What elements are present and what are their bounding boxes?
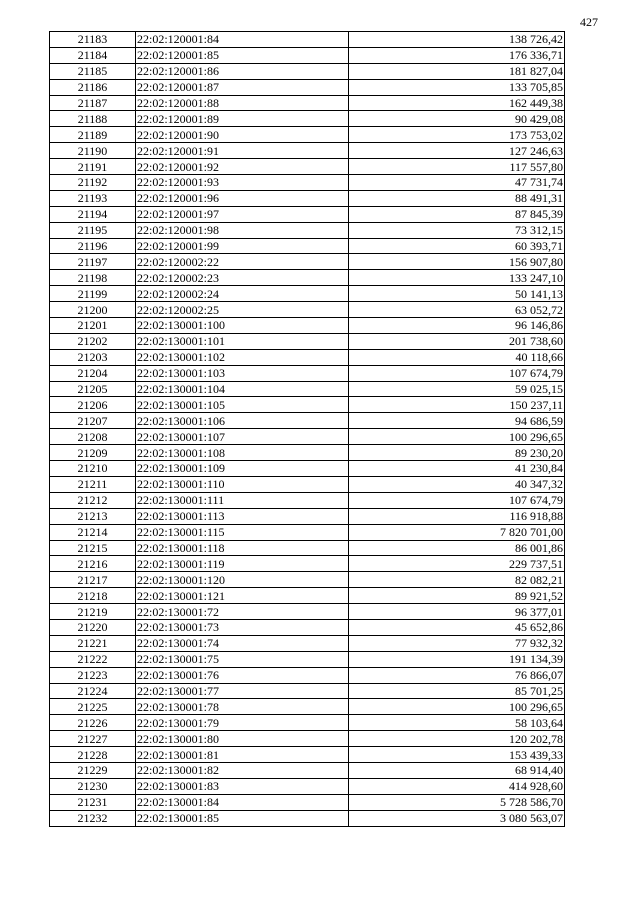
cadastral-number-cell: 22:02:130001:85 [136,810,349,826]
cadastral-value-cell: 96 377,01 [349,604,565,620]
cadastral-number-cell: 22:02:130001:120 [136,572,349,588]
cadastral-number-cell: 22:02:130001:118 [136,540,349,556]
row-number-cell: 21213 [50,508,136,524]
row-number-cell: 21206 [50,397,136,413]
cadastral-number-cell: 22:02:130001:107 [136,429,349,445]
row-number-cell: 21219 [50,604,136,620]
table-row [50,747,565,763]
table-row [50,556,565,572]
cadastral-number-cell: 22:02:130001:73 [136,619,349,635]
row-number-cell: 21192 [50,175,136,191]
row-number-cell: 21203 [50,349,136,365]
table-row [50,206,565,222]
row-number-cell: 21199 [50,286,136,302]
cadastral-number-cell: 22:02:120001:88 [136,95,349,111]
table-row [50,540,565,556]
row-number-cell: 21227 [50,731,136,747]
cadastral-value-cell: 47 731,74 [349,175,565,191]
table-row [50,143,565,159]
cadastral-number-cell: 22:02:120002:22 [136,254,349,270]
table-row [50,461,565,477]
cadastral-value-cell: 5 728 586,70 [349,794,565,810]
cadastral-value-cell: 89 921,52 [349,588,565,604]
cadastral-value-cell: 191 134,39 [349,651,565,667]
table-row [50,79,565,95]
cadastral-value-cell: 77 932,32 [349,635,565,651]
cadastral-number-cell: 22:02:120001:85 [136,47,349,63]
cadastral-value-cell: 45 652,86 [349,619,565,635]
cadastral-value-cell: 86 001,86 [349,540,565,556]
table-row [50,254,565,270]
table-row [50,651,565,667]
cadastral-value-cell: 82 082,21 [349,572,565,588]
table-row [50,445,565,461]
cadastral-number-cell: 22:02:130001:115 [136,524,349,540]
cadastral-number-cell: 22:02:120001:92 [136,159,349,175]
row-number-cell: 21218 [50,588,136,604]
row-number-cell: 21223 [50,667,136,683]
cadastral-number-cell: 22:02:130001:111 [136,492,349,508]
cadastral-value-cell: 414 928,60 [349,778,565,794]
table-row [50,63,565,79]
cadastral-value-cell: 3 080 563,07 [349,810,565,826]
cadastral-value-cell: 117 557,80 [349,159,565,175]
cadastral-value-cell: 201 738,60 [349,333,565,349]
cadastral-value-cell: 173 753,02 [349,127,565,143]
row-number-cell: 21194 [50,206,136,222]
table-row [50,32,565,48]
table-row [50,731,565,747]
row-number-cell: 21208 [50,429,136,445]
row-number-cell: 21197 [50,254,136,270]
cadastral-value-cell: 41 230,84 [349,461,565,477]
cadastral-number-cell: 22:02:120001:97 [136,206,349,222]
row-number-cell: 21226 [50,715,136,731]
cadastral-number-cell: 22:02:130001:108 [136,445,349,461]
table-row [50,111,565,127]
table-row [50,588,565,604]
cadastral-number-cell: 22:02:130001:106 [136,413,349,429]
row-number-cell: 21217 [50,572,136,588]
cadastral-value-cell: 107 674,79 [349,492,565,508]
row-number-cell: 21210 [50,461,136,477]
cadastral-number-cell: 22:02:120001:89 [136,111,349,127]
cadastral-value-cell: 156 907,80 [349,254,565,270]
row-number-cell: 21200 [50,302,136,318]
row-number-cell: 21207 [50,413,136,429]
row-number-cell: 21189 [50,127,136,143]
cadastral-value-cell: 162 449,38 [349,95,565,111]
table-row [50,429,565,445]
cadastral-value-cell: 68 914,40 [349,762,565,778]
row-number-cell: 21225 [50,699,136,715]
table-row [50,810,565,826]
cadastral-value-cell: 73 312,15 [349,222,565,238]
cadastral-number-cell: 22:02:120002:23 [136,270,349,286]
table-row [50,524,565,540]
cadastral-value-cell: 150 237,11 [349,397,565,413]
row-number-cell: 21205 [50,381,136,397]
cadastral-value-cell: 60 393,71 [349,238,565,254]
cadastral-value-cell: 153 439,33 [349,747,565,763]
table-row [50,794,565,810]
table-row [50,604,565,620]
cadastral-number-cell: 22:02:120001:84 [136,32,349,48]
table-row [50,778,565,794]
row-number-cell: 21222 [50,651,136,667]
cadastral-value-cell: 94 686,59 [349,413,565,429]
cadastral-value-cell: 116 918,88 [349,508,565,524]
row-number-cell: 21220 [50,619,136,635]
table-row [50,222,565,238]
cadastral-number-cell: 22:02:130001:110 [136,476,349,492]
cadastral-number-cell: 22:02:120001:93 [136,175,349,191]
table-row [50,333,565,349]
table-row [50,619,565,635]
cadastral-value-cell: 50 141,13 [349,286,565,302]
cadastral-number-cell: 22:02:130001:113 [136,508,349,524]
table-row [50,381,565,397]
cadastral-number-cell: 22:02:120001:91 [136,143,349,159]
cadastral-number-cell: 22:02:130001:102 [136,349,349,365]
row-number-cell: 21212 [50,492,136,508]
cadastral-number-cell: 22:02:120001:90 [136,127,349,143]
cadastral-value-cell: 40 118,66 [349,349,565,365]
cadastral-number-cell: 22:02:130001:121 [136,588,349,604]
cadastral-value-cell: 120 202,78 [349,731,565,747]
row-number-cell: 21191 [50,159,136,175]
cadastral-value-cell: 63 052,72 [349,302,565,318]
cadastral-value-cell: 76 866,07 [349,667,565,683]
cadastral-number-cell: 22:02:130001:119 [136,556,349,572]
table-row [50,365,565,381]
row-number-cell: 21232 [50,810,136,826]
table-row [50,715,565,731]
cadastral-number-cell: 22:02:130001:101 [136,333,349,349]
cadastral-value-cell: 85 701,25 [349,683,565,699]
table-row [50,318,565,334]
table-body [50,32,565,827]
table-row [50,47,565,63]
cadastral-value-cell: 40 347,32 [349,476,565,492]
table-row [50,302,565,318]
row-number-cell: 21183 [50,32,136,48]
cadastral-value-cell: 88 491,31 [349,190,565,206]
table-row [50,667,565,683]
cadastral-value-cell: 107 674,79 [349,365,565,381]
row-number-cell: 21221 [50,635,136,651]
cadastral-number-cell: 22:02:130001:81 [136,747,349,763]
row-number-cell: 21201 [50,318,136,334]
cadastral-value-cell: 181 827,04 [349,63,565,79]
row-number-cell: 21202 [50,333,136,349]
cadastral-value-cell: 59 025,15 [349,381,565,397]
cadastral-number-cell: 22:02:130001:79 [136,715,349,731]
row-number-cell: 21198 [50,270,136,286]
cadastral-value-cell: 100 296,65 [349,699,565,715]
table-row [50,508,565,524]
cadastral-number-cell: 22:02:130001:78 [136,699,349,715]
table-row [50,413,565,429]
table-row [50,159,565,175]
row-number-cell: 21231 [50,794,136,810]
page-number: 427 [580,15,598,29]
cadastral-value-cell: 96 146,86 [349,318,565,334]
cadastral-number-cell: 22:02:120001:99 [136,238,349,254]
table-row [50,492,565,508]
row-number-cell: 21229 [50,762,136,778]
cadastral-number-cell: 22:02:130001:76 [136,667,349,683]
cadastral-value-cell: 229 737,51 [349,556,565,572]
cadastral-value-cell: 100 296,65 [349,429,565,445]
cadastral-number-cell: 22:02:130001:104 [136,381,349,397]
cadastral-value-cell: 138 726,42 [349,32,565,48]
table-row [50,762,565,778]
cadastral-value-cell: 58 103,64 [349,715,565,731]
cadastral-number-cell: 22:02:120002:24 [136,286,349,302]
row-number-cell: 21193 [50,190,136,206]
cadastral-value-cell: 133 247,10 [349,270,565,286]
row-number-cell: 21216 [50,556,136,572]
row-number-cell: 21190 [50,143,136,159]
table-row [50,238,565,254]
row-number-cell: 21214 [50,524,136,540]
table-row [50,95,565,111]
row-number-cell: 21230 [50,778,136,794]
cadastral-number-cell: 22:02:130001:74 [136,635,349,651]
cadastral-number-cell: 22:02:120002:25 [136,302,349,318]
cadastral-number-cell: 22:02:130001:84 [136,794,349,810]
row-number-cell: 21185 [50,63,136,79]
row-number-cell: 21184 [50,47,136,63]
table-row [50,476,565,492]
table-row [50,635,565,651]
row-number-cell: 21188 [50,111,136,127]
table-row [50,699,565,715]
table-row [50,127,565,143]
cadastral-number-cell: 22:02:120001:86 [136,63,349,79]
row-number-cell: 21228 [50,747,136,763]
row-number-cell: 21187 [50,95,136,111]
cadastral-number-cell: 22:02:130001:103 [136,365,349,381]
table-row [50,270,565,286]
cadastral-number-cell: 22:02:130001:83 [136,778,349,794]
cadastral-number-cell: 22:02:130001:75 [136,651,349,667]
table-row [50,397,565,413]
table-row [50,683,565,699]
table-row [50,175,565,191]
cadastral-value-table [49,31,565,827]
cadastral-value-cell: 7 820 701,00 [349,524,565,540]
cadastral-number-cell: 22:02:120001:98 [136,222,349,238]
cadastral-number-cell: 22:02:130001:80 [136,731,349,747]
cadastral-value-cell: 127 246,63 [349,143,565,159]
cadastral-number-cell: 22:02:120001:87 [136,79,349,95]
row-number-cell: 21224 [50,683,136,699]
cadastral-number-cell: 22:02:130001:77 [136,683,349,699]
table-row [50,190,565,206]
row-number-cell: 21204 [50,365,136,381]
cadastral-value-cell: 176 336,71 [349,47,565,63]
table-row [50,349,565,365]
row-number-cell: 21186 [50,79,136,95]
row-number-cell: 21196 [50,238,136,254]
cadastral-value-cell: 87 845,39 [349,206,565,222]
cadastral-number-cell: 22:02:130001:72 [136,604,349,620]
row-number-cell: 21211 [50,476,136,492]
cadastral-number-cell: 22:02:120001:96 [136,190,349,206]
cadastral-value-cell: 90 429,08 [349,111,565,127]
cadastral-number-cell: 22:02:130001:105 [136,397,349,413]
table-row [50,286,565,302]
cadastral-number-cell: 22:02:130001:109 [136,461,349,477]
table-row [50,572,565,588]
row-number-cell: 21209 [50,445,136,461]
cadastral-value-cell: 89 230,20 [349,445,565,461]
row-number-cell: 21195 [50,222,136,238]
cadastral-number-cell: 22:02:130001:82 [136,762,349,778]
cadastral-value-cell: 133 705,85 [349,79,565,95]
cadastral-number-cell: 22:02:130001:100 [136,318,349,334]
row-number-cell: 21215 [50,540,136,556]
